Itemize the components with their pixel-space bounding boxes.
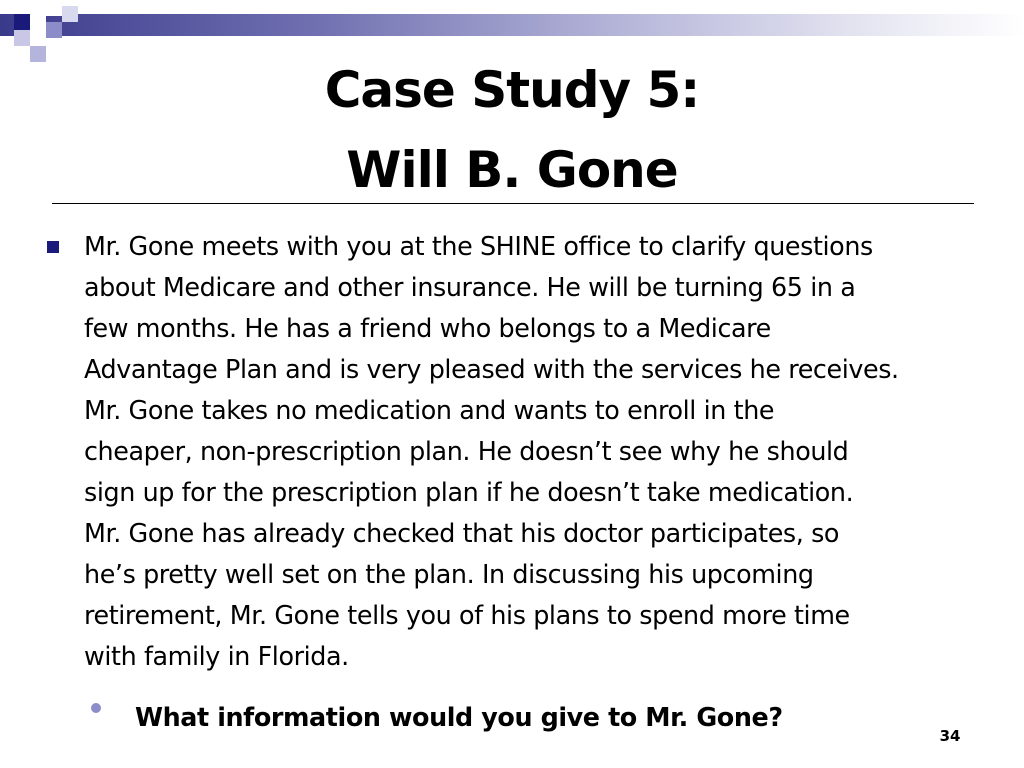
decorative-square	[30, 6, 46, 22]
body-line: with family in Florida.	[84, 641, 349, 671]
decorative-square	[14, 14, 30, 30]
body-line: he’s pretty well set on the plan. In discussing his upcoming	[84, 559, 814, 589]
decorative-square	[14, 30, 30, 46]
decorative-square	[62, 6, 78, 22]
case-description	[84, 226, 1004, 677]
body-line: about Medicare and other insurance. He will be turning 65 in a	[84, 272, 856, 302]
discussion-question: What information would you give to Mr. Gone?	[135, 702, 783, 732]
square-bullet-icon	[47, 241, 59, 253]
body-line: retirement, Mr. Gone tells you of his plans to spend more time	[84, 600, 850, 630]
body-line: Mr. Gone has already checked that his doctor participates, so	[84, 518, 840, 548]
body-line: Advantage Plan and is very pleased with the services he receives.	[84, 354, 899, 384]
body-line: cheaper, non-prescription plan. He doesn’t see why he should	[84, 436, 849, 466]
decorative-square	[46, 22, 62, 38]
title-divider	[52, 203, 974, 204]
body-line: Mr. Gone meets with you at the SHINE office to clarify questions	[84, 231, 873, 261]
title-line-1: Case Study 5:	[324, 61, 700, 119]
body-line: sign up for the prescription plan if he doesn’t take medication.	[84, 477, 854, 507]
body-line: few months. He has a friend who belongs to a Medicare	[84, 313, 771, 343]
decorative-square	[30, 22, 46, 38]
slide-title	[0, 50, 1024, 210]
header-gradient-band	[0, 14, 1024, 36]
title-line-2: Will B. Gone	[346, 141, 678, 199]
page-number: 34	[939, 727, 961, 745]
body-line: Mr. Gone takes no medication and wants to enroll in the	[84, 395, 775, 425]
round-bullet-icon	[91, 703, 101, 713]
decorative-square	[46, 0, 62, 16]
